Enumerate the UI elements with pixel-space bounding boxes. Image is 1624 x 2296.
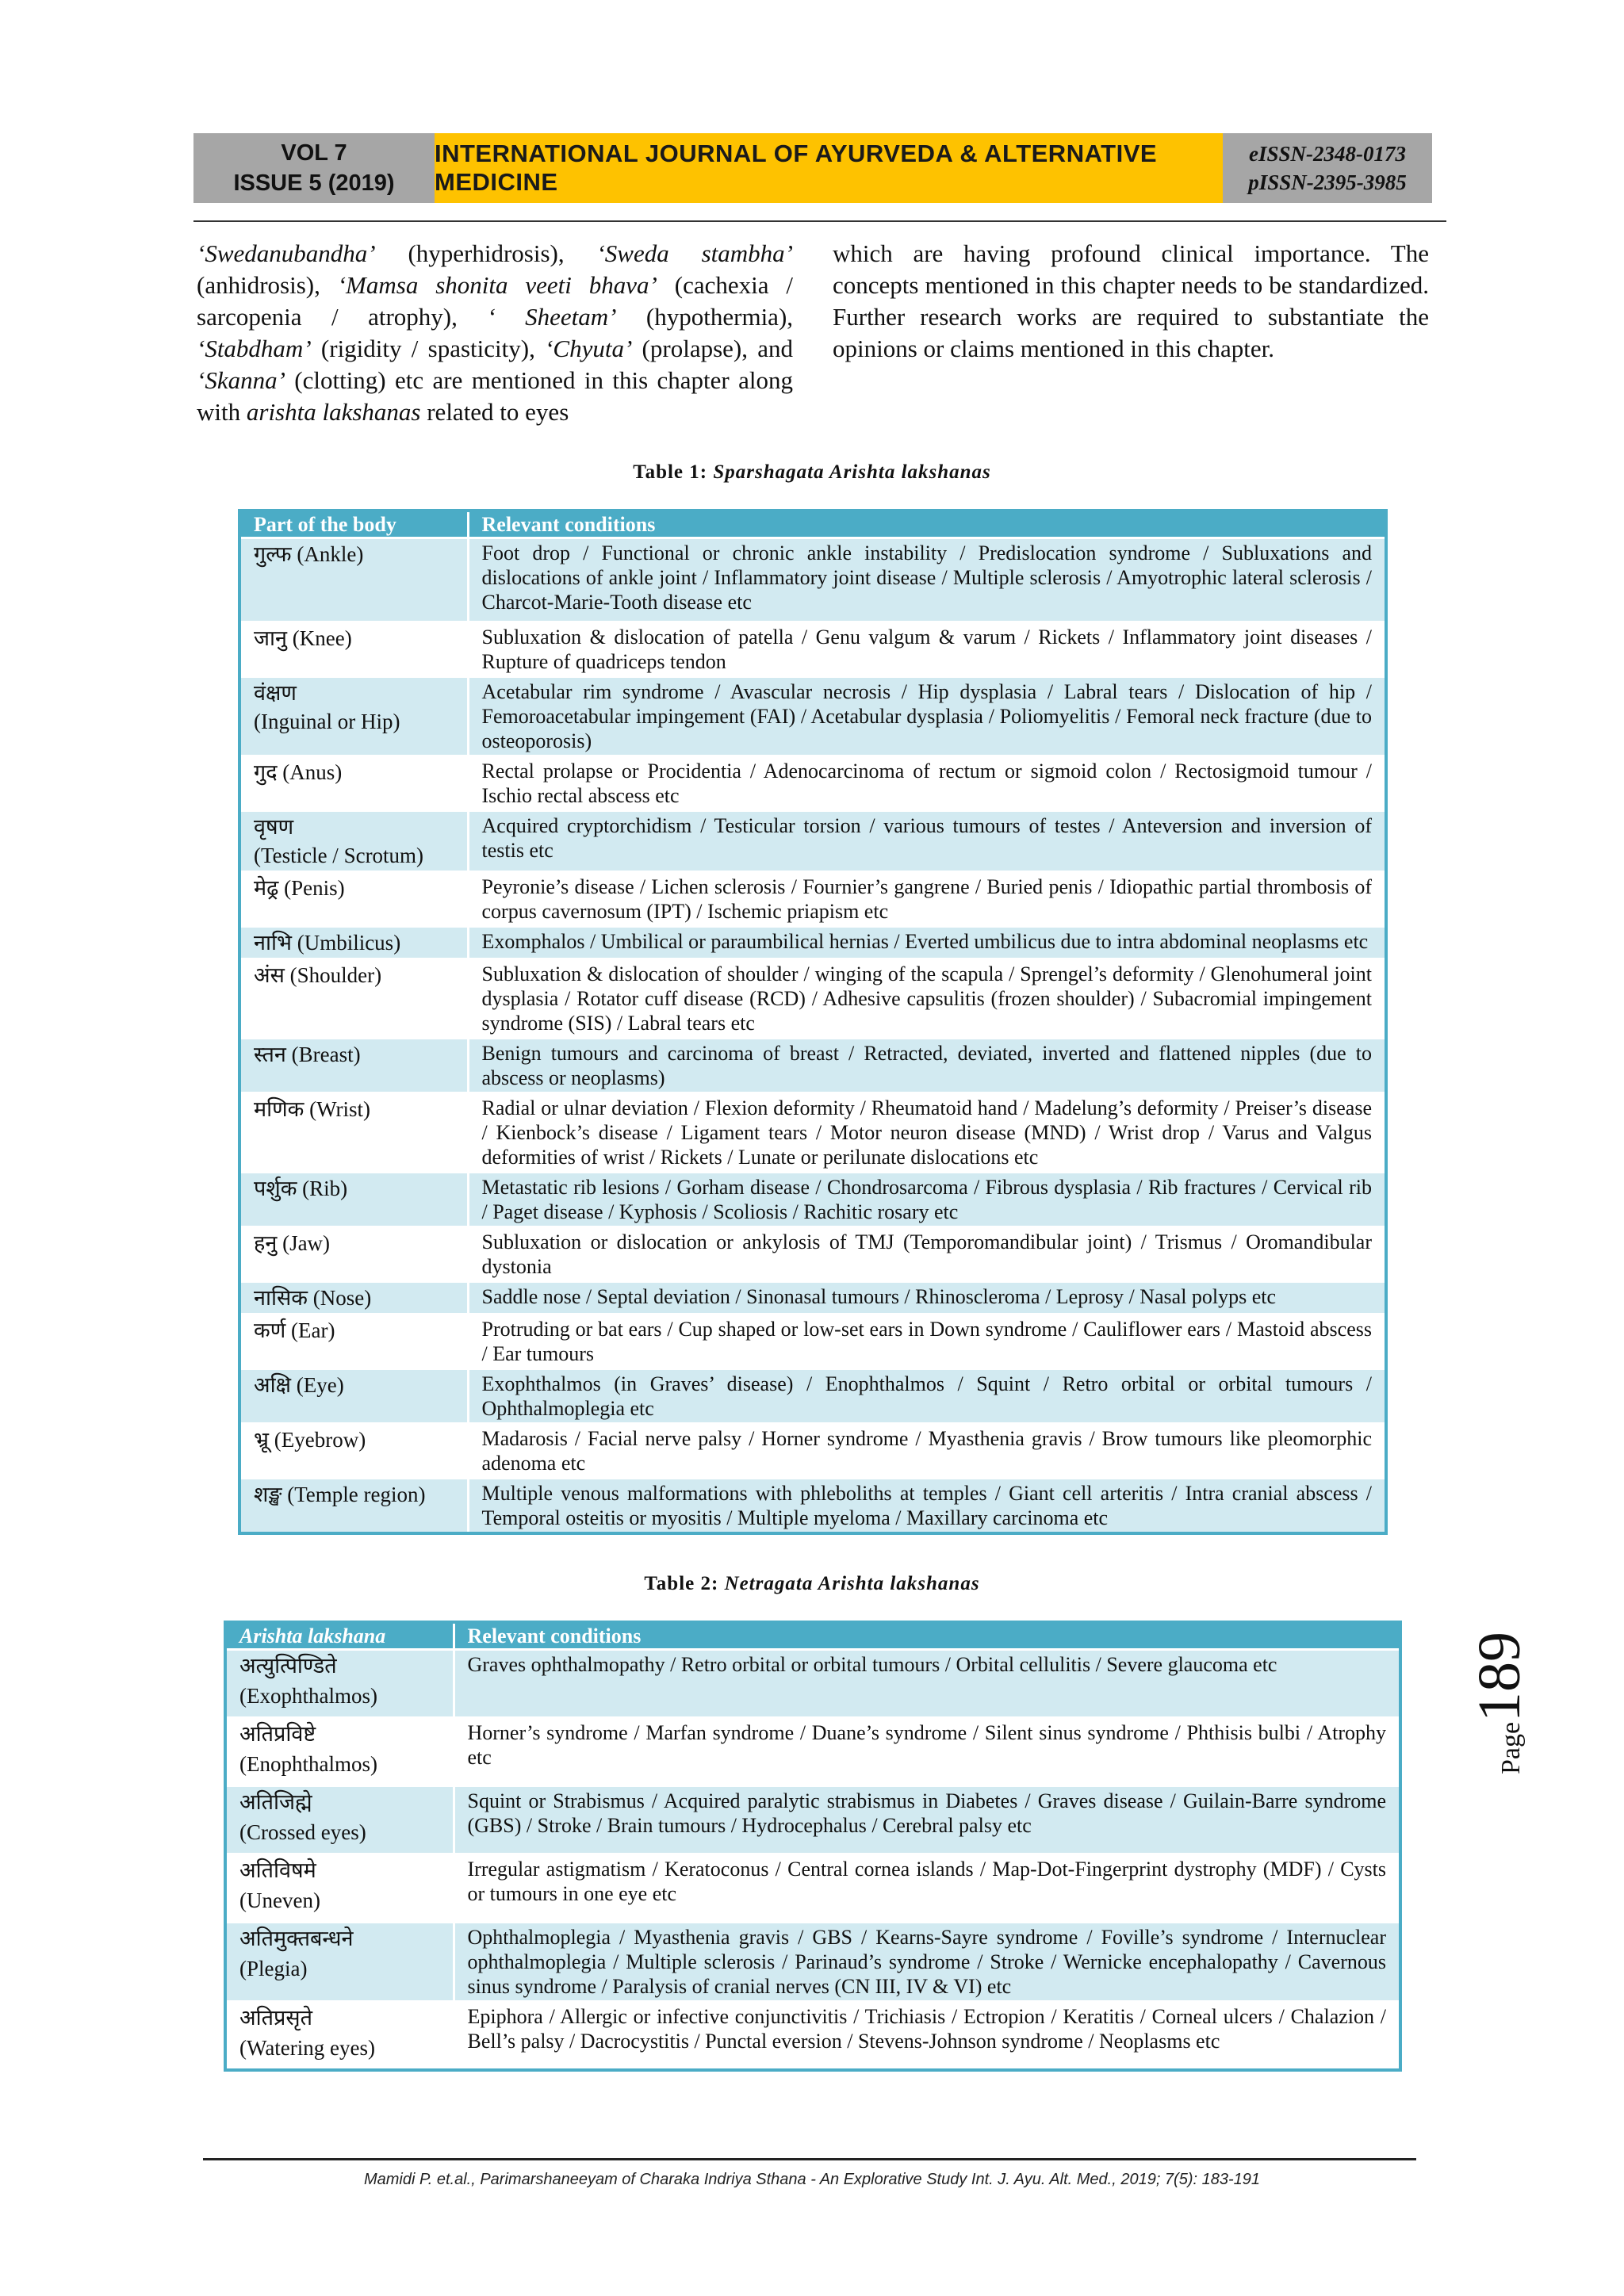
- table-row: [239, 538, 1386, 622]
- row-part-cell: [239, 756, 468, 811]
- row-conditions: Acquired cryptorchidism / Testicular torsion / various tumours of testes / Anteversion and inversion of testis etc: [468, 811, 1386, 872]
- row-part-name: स्तन (Breast): [254, 1043, 361, 1066]
- row-conditions: Metastatic rib lesions / Gorham disease / Chondrosarcoma / Fibrous dysplasia / Rib fractures / Cervical rib / Paget disease / Kyphosis / Scoliosis / Rachitic rosary etc: [468, 1173, 1386, 1227]
- row-part-name: अंस (Shoulder): [254, 963, 382, 987]
- row-conditions: Exophthalmos (in Graves’ disease) / Enophthalmos / Squint / Retro orbital or orbital tumours / Ophthalmoplegia etc: [468, 1369, 1386, 1424]
- row-part-name: अतिप्रविष्टे: [239, 1722, 316, 1746]
- table2-header-conditions: Relevant conditions: [454, 1622, 1400, 1650]
- table-row: [225, 1650, 1400, 1718]
- row-part-name: हनु (Jaw): [254, 1231, 331, 1255]
- table-row: [239, 677, 1386, 756]
- row-part-name: अतिजिह्मे: [239, 1790, 312, 1814]
- table-row: [239, 1093, 1386, 1173]
- issue-label: ISSUE 5 (2019): [233, 170, 395, 196]
- row-part-cell: [239, 927, 468, 959]
- row-part-cell: [225, 1718, 454, 1786]
- row-part-cell: [239, 1424, 468, 1479]
- row-part-name: पर्शुक (Rib): [254, 1177, 348, 1200]
- intro-term: ‘Stabdham’: [197, 335, 312, 362]
- table1-header-conditions: Relevant conditions: [468, 511, 1386, 538]
- row-part-name: वंक्षण: [254, 681, 297, 705]
- table-sparshagata: [238, 509, 1388, 1535]
- row-part-name: गुद (Anus): [254, 760, 343, 784]
- intro-text: (hypothermia),: [616, 303, 794, 331]
- row-conditions: Protruding or bat ears / Cup shaped or low-set ears in Down syndrome / Cauliflower ears / Mastoid abscess / Ear tumours: [468, 1314, 1386, 1369]
- table-row: [239, 1314, 1386, 1369]
- row-part-gloss: (Exophthalmos): [239, 1684, 377, 1708]
- table-row: [239, 959, 1386, 1039]
- intro-text: (prolapse), and: [632, 335, 793, 362]
- table1-caption-title: Sparshagata Arishta lakshanas: [713, 461, 991, 483]
- intro-text: (anhidrosis),: [197, 271, 338, 299]
- row-conditions: Epiphora / Allergic or infective conjunctivitis / Trichiasis / Ectropion / Keratitis / Corneal ulcers / Chalazion / Bell’s palsy / Dacrocystitis / Punctal eversion / Stevens-Johnson syndrome / Neoplasms etc: [454, 2002, 1400, 2070]
- row-part-cell: [239, 538, 468, 622]
- table-row: [225, 1854, 1400, 1923]
- row-conditions: Subluxation or dislocation or ankylosis of TMJ (Temporomandibular joint) / Trismus / Oromandibular dystonia: [468, 1227, 1386, 1282]
- table-row: [239, 811, 1386, 872]
- row-conditions: Radial or ulnar deviation / Flexion deformity / Rheumatoid hand / Madelung’s deformity / Preiser’s disease / Kienbock’s disease / Ligament tears / Motor neuron disease (MND) / Wrist drop / Varus and Valgus deformities of wrist / Rickets / Lunate or perilunate dislocations etc: [468, 1093, 1386, 1173]
- intro-text: (rigidity / spasticity),: [311, 335, 546, 362]
- row-conditions: Rectal prolapse or Procidentia / Adenocarcinoma of rectum or sigmoid colon / Rectosigmoid tumour / Ischio rectal abscess etc: [468, 756, 1386, 811]
- row-part-cell: [239, 1227, 468, 1282]
- issn-box: [1223, 133, 1432, 203]
- row-part-cell: [225, 1923, 454, 2002]
- table2-caption-prefix: Table 2:: [644, 1573, 725, 1594]
- pissn-label: pISSN-2395-3985: [1248, 170, 1407, 194]
- footer-divider: [203, 2158, 1416, 2160]
- page-label: Page: [1496, 1721, 1526, 1775]
- row-part-name: अत्युत्पिण्डिते: [239, 1654, 337, 1678]
- table-row: [239, 622, 1386, 677]
- row-conditions: Saddle nose / Septal deviation / Sinonasal tumours / Rhinoscleroma / Leprosy / Nasal polyps etc: [468, 1282, 1386, 1314]
- table-row: [239, 1282, 1386, 1314]
- table-row: [239, 1424, 1386, 1479]
- intro-term: ‘Chyuta’: [545, 335, 633, 362]
- table-row: [239, 1479, 1386, 1534]
- row-part-cell: [239, 1039, 468, 1093]
- row-part-cell: [239, 1479, 468, 1534]
- row-conditions: Irregular astigmatism / Keratoconus / Central cornea islands / Map-Dot-Fingerprint dystrophy (MDF) / Cysts or tumours in one eye etc: [454, 1854, 1400, 1923]
- intro-term: ‘Skanna’: [197, 366, 285, 394]
- row-part-gloss: (Uneven): [239, 1888, 320, 1912]
- table1-caption: [0, 461, 1624, 484]
- row-part-name: अतिप्रसृते: [239, 2006, 313, 2030]
- row-part-cell: [239, 1282, 468, 1314]
- eissn-label: eISSN-2348-0173: [1248, 142, 1406, 166]
- intro-term: ‘Mamsa shonita veeti bhava’: [337, 271, 657, 299]
- journal-header: [193, 133, 1432, 203]
- row-conditions: Graves ophthalmopathy / Retro orbital or orbital tumours / Orbital cellulitis / Severe glaucoma etc: [454, 1650, 1400, 1718]
- table1-header-part: Part of the body: [239, 511, 468, 538]
- row-part-name: भ्रू (Eyebrow): [254, 1428, 366, 1452]
- page-number-value: 189: [1466, 1631, 1533, 1722]
- row-part-name: अक्षि (Eye): [254, 1373, 344, 1397]
- table-row: [225, 2002, 1400, 2070]
- row-part-name: अतिमुक्तबन्धने: [239, 1927, 354, 1950]
- table-row: [239, 756, 1386, 811]
- row-part-name: जानु (Knee): [254, 626, 352, 650]
- intro-text: (hyperhidrosis),: [375, 239, 597, 267]
- row-part-name: मणिक (Wrist): [254, 1097, 371, 1121]
- row-conditions: Madarosis / Facial nerve palsy / Horner syndrome / Myasthenia gravis / Brow tumours like pleomorphic adenoma etc: [468, 1424, 1386, 1479]
- row-part-cell: [239, 622, 468, 677]
- intro-term: ‘Swedanubandha’: [197, 239, 376, 267]
- row-part-gloss: (Crossed eyes): [239, 1820, 366, 1844]
- row-conditions: Exomphalos / Umbilical or paraumbilical hernias / Everted umbilicus due to intra abdominal neoplasms etc: [468, 927, 1386, 959]
- row-conditions: Horner’s syndrome / Marfan syndrome / Duane’s syndrome / Silent sinus syndrome / Phthisis bulbi / Atrophy etc: [454, 1718, 1400, 1786]
- intro-text: related to eyes: [420, 398, 569, 426]
- row-part-name: अतिविषमे: [239, 1858, 316, 1882]
- row-part-gloss: (Enophthalmos): [239, 1752, 377, 1776]
- row-part-name: मेढ्र (Penis): [254, 876, 345, 900]
- row-conditions: Acetabular rim syndrome / Avascular necrosis / Hip dysplasia / Labral tears / Dislocation of hip / Femoroacetabular impingement (FAI) / Acetabular dysplasia / Poliomyelitis / Femoral neck fracture (due to osteoporosis): [468, 677, 1386, 756]
- row-part-gloss: (Inguinal or Hip): [254, 710, 400, 733]
- row-conditions: Ophthalmoplegia / Myasthenia gravis / GBS / Kearns-Sayre syndrome / Foville’s syndrome / Internuclear ophthalmoplegia / Multiple sclerosis / Parinaud’s syndrome / Stroke / Wernicke encephalopathy / Cavernous sinus syndrome / Paralysis of cranial nerves (CN III, IV & VI) etc: [454, 1923, 1400, 2002]
- row-part-cell: [239, 872, 468, 927]
- footer-citation: Mamidi P. et.al., Parimarshaneeyam of Charaka Indriya Sthana - An Explorative Study Int. J. Ayu. Alt. Med., 2019; 7(5): 183-191: [363, 2171, 1261, 2188]
- table1-caption-prefix: Table 1:: [633, 461, 714, 483]
- row-part-cell: [239, 677, 468, 756]
- table2-caption-title: Netragata Arishta lakshanas: [724, 1573, 980, 1594]
- row-part-cell: [225, 1854, 454, 1923]
- row-part-cell: [225, 2002, 454, 2070]
- row-part-name: नासिक (Nose): [254, 1286, 372, 1310]
- row-part-name: कर्ण (Ear): [254, 1318, 335, 1342]
- row-part-cell: [239, 959, 468, 1039]
- table2-header-lakshana: Arishta lakshana: [225, 1622, 454, 1650]
- row-part-gloss: (Testicle / Scrotum): [254, 844, 424, 867]
- intro-term: arishta lakshanas: [246, 398, 421, 426]
- row-part-name: वृषण: [254, 815, 294, 839]
- table2-caption: [0, 1573, 1624, 1595]
- row-part-name: नाभि (Umbilicus): [254, 931, 401, 955]
- intro-term: ‘Sweda stambha’: [596, 239, 793, 267]
- volume-label: VOL 7: [281, 140, 347, 166]
- table-row: [239, 1039, 1386, 1093]
- row-conditions: Squint or Strabismus / Acquired paralytic strabismus in Diabetes / Graves disease / Guilain-Barre syndrome (GBS) / Stroke / Brain tumours / Hydrocephalus / Cerebral palsy etc: [454, 1786, 1400, 1854]
- table-row: [239, 872, 1386, 927]
- row-part-gloss: (Plegia): [239, 1957, 308, 1980]
- row-part-cell: [239, 1173, 468, 1227]
- intro-term: ‘ Sheetam’: [487, 303, 617, 331]
- row-part-cell: [239, 1314, 468, 1369]
- table-row: [239, 1227, 1386, 1282]
- row-part-cell: [225, 1650, 454, 1718]
- table-row: [239, 927, 1386, 959]
- row-part-cell: [239, 1369, 468, 1424]
- row-part-name: शङ्ख (Temple region): [254, 1483, 426, 1506]
- table-row: [225, 1923, 1400, 2002]
- intro-left-column: [197, 238, 793, 428]
- intro-text: (clotting) etc are mentioned in this chapter along with: [197, 366, 793, 426]
- table-row: [225, 1718, 1400, 1786]
- row-conditions: Peyronie’s disease / Lichen sclerosis / Fournier’s gangrene / Buried penis / Idiopathic partial thrombosis of corpus cavernosum (IPT) / Ischemic priapism etc: [468, 872, 1386, 927]
- page-number: [1465, 1624, 1624, 1782]
- header-divider: [193, 220, 1446, 222]
- journal-title: INTERNATIONAL JOURNAL OF AYURVEDA & ALTERNATIVE MEDICINE: [435, 133, 1223, 203]
- row-conditions: Benign tumours and carcinoma of breast / Retracted, deviated, inverted and flattened nipples (due to abscess or neoplasms): [468, 1039, 1386, 1093]
- intro-right-column: which are having profound clinical importance. The concepts mentioned in this chapter needs to be standardized. Further research works are required to substantiate the opinions or claims mentioned in this chapter.: [833, 239, 1429, 362]
- table-row: [239, 1369, 1386, 1424]
- volume-issue-box: [193, 133, 435, 203]
- row-part-cell: [239, 811, 468, 872]
- row-part-gloss: (Watering eyes): [239, 2036, 375, 2060]
- row-conditions: Subluxation & dislocation of patella / Genu valgum & varum / Rickets / Inflammatory joint diseases / Rupture of quadriceps tendon: [468, 622, 1386, 677]
- intro-text: (cachexia / sarcopenia / atrophy),: [197, 271, 793, 331]
- table-netragata: [224, 1621, 1402, 2072]
- row-part-name: गुल्फ (Ankle): [254, 542, 364, 566]
- row-conditions: Multiple venous malformations with phleboliths at temples / Giant cell arteritis / Intra cranial abscess / Temporal osteitis or myositis / Multiple myeloma / Maxillary carcinoma etc: [468, 1479, 1386, 1534]
- row-conditions: Foot drop / Functional or chronic ankle instability / Predislocation syndrome / Subluxations and dislocations of ankle joint / Inflammatory joint disease / Multiple sclerosis / Amyotrophic lateral sclerosis / Charcot-Marie-Tooth disease etc: [468, 538, 1386, 622]
- row-conditions: Subluxation & dislocation of shoulder / winging of the scapula / Sprengel’s deformity / Glenohumeral joint dysplasia / Rotator cuff disease (RCD) / Adhesive capsulitis (frozen shoulder) / Subacromial impingement syndrome (SIS) / Labral tears etc: [468, 959, 1386, 1039]
- row-part-cell: [239, 1093, 468, 1173]
- table-row: [225, 1786, 1400, 1854]
- row-part-cell: [225, 1786, 454, 1854]
- table-row: [239, 1173, 1386, 1227]
